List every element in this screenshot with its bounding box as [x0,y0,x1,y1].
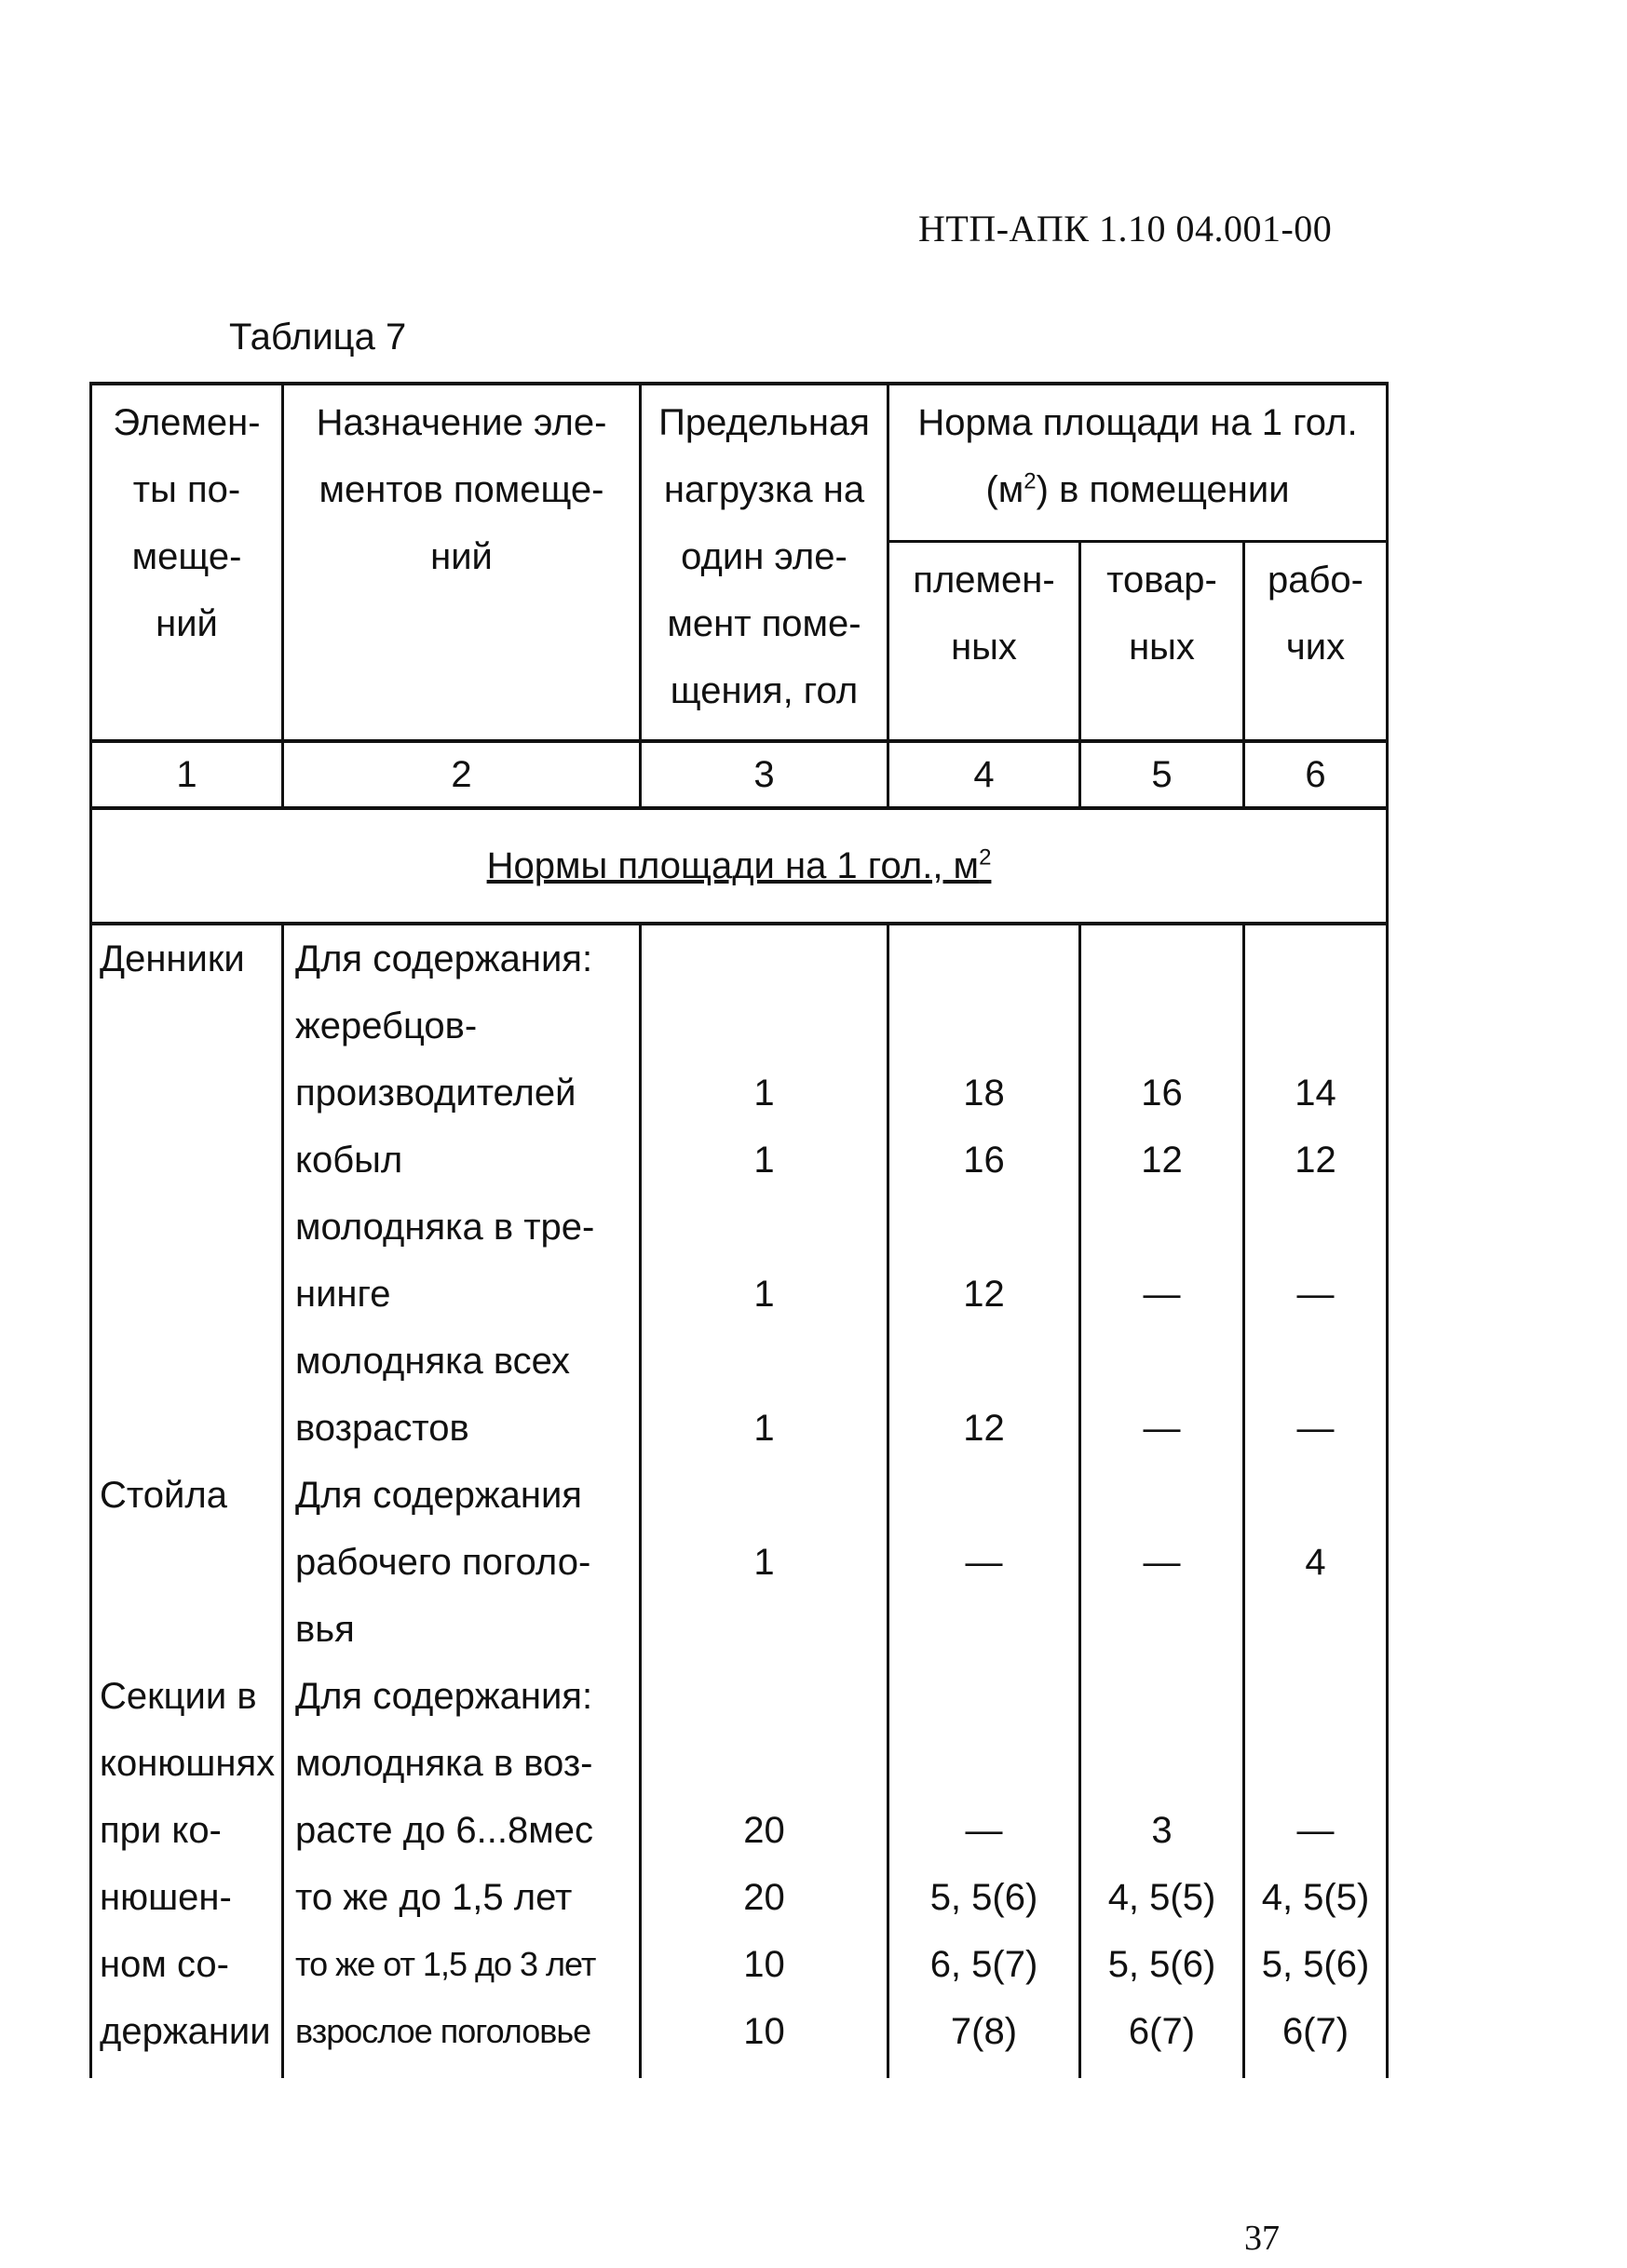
table-row [91,1730,1388,1797]
table-body [91,924,1388,2078]
table-cell-col1: ном со- [91,1931,283,1998]
table-cell-col6: — [1244,1395,1388,1462]
spacer-cell [1080,2065,1244,2078]
table-cell-col3 [641,1328,888,1395]
table-cell-col1 [91,1395,283,1462]
table-cell-col2: Для содержания [283,1462,641,1529]
table-cell-col6 [1244,1194,1388,1261]
table-cell-col4: 18 [888,1060,1080,1127]
column-number: 4 [888,741,1080,808]
table-cell-col5 [1080,1328,1244,1395]
table-cell-col1 [91,1194,283,1261]
header-col5-text [1081,543,1242,684]
table-cell-col4: 5, 5(6) [888,1864,1080,1931]
table-cell-col2: расте до 6...8мес [283,1797,641,1864]
table-cell-col1 [91,1060,283,1127]
column-number-row [91,741,1388,808]
table-cell-col5: 5, 5(6) [1080,1931,1244,1998]
column-number: 1 [91,741,283,808]
table-row [91,1194,1388,1261]
table-cell-col6: 5, 5(6) [1244,1931,1388,1998]
table-cell-col2: то же до 1,5 лет [283,1864,641,1931]
table-cell-col1: Секции в [91,1663,283,1730]
table-cell-col4: 12 [888,1395,1080,1462]
header-group-line2-sup: 2 [1024,468,1037,494]
table-cell-col3: 10 [641,1931,888,1998]
header-line: ты по- [132,469,241,510]
spacer-cell [641,2065,888,2078]
table-cell-col4 [888,1194,1080,1261]
header-line: мент поме- [667,603,861,644]
table-cell-col3 [641,1462,888,1529]
header-line: Назначение эле- [316,402,607,443]
table-cell-col3 [641,1596,888,1663]
header-group [888,384,1388,542]
table-cell-col1 [91,1328,283,1395]
header-line: ний [430,536,493,577]
header-line: щения, гол [670,670,859,711]
table-cell-col2: возрастов [283,1395,641,1462]
document-code: НТП-АПК 1.10 04.001-00 [918,208,1333,250]
header-line: ментов помеще- [319,469,604,510]
header-line: рабо- [1268,560,1363,601]
table-cell-col5: 6(7) [1080,1998,1244,2065]
table-cell-col5: — [1080,1261,1244,1328]
header-line: Предельная [658,402,870,443]
table-cell-col3: 20 [641,1864,888,1931]
header-col4-text [889,543,1078,684]
table-cell-col5: 4, 5(5) [1080,1864,1244,1931]
column-number: 5 [1080,741,1244,808]
header-line: ний [156,603,218,644]
table-cell-col3 [641,1730,888,1797]
header-col5 [1080,542,1244,741]
table-cell-col6: — [1244,1797,1388,1864]
table-cell-col5 [1080,1663,1244,1730]
table-cell-col2: молодняка в воз- [283,1730,641,1797]
table-cell-col2: взрослое поголовье [283,1998,641,2065]
table-cell-col6: 4 [1244,1529,1388,1596]
table-row [91,1529,1388,1596]
table-row [91,1931,1388,1998]
table-cell-col3: 1 [641,1529,888,1596]
table-cell-col1: Стойла [91,1462,283,1529]
table-cell-col4 [888,1663,1080,1730]
table-cell-col4 [888,1328,1080,1395]
table-cell-col3: 20 [641,1797,888,1864]
section-cell [91,808,1388,924]
table-cell-col3 [641,924,888,992]
header-line: чих [1285,627,1346,668]
norms-table-container [89,382,1386,2093]
table-cell-col1 [91,1596,283,1663]
table-cell-col6: 14 [1244,1060,1388,1127]
table-cell-col4: — [888,1529,1080,1596]
section-title [487,845,992,886]
page-number: 37 [1244,2219,1280,2258]
header-group-line2-pre: (м [985,469,1024,510]
table-cell-col6 [1244,1328,1388,1395]
table-cell-col2: рабочего поголо- [283,1529,641,1596]
table-cell-col6 [1244,1663,1388,1730]
table-cell-col6 [1244,924,1388,992]
table-cell-col5 [1080,924,1244,992]
table-cell-col3 [641,992,888,1060]
table-cell-col2: кобыл [283,1127,641,1194]
table-cell-col5: — [1080,1529,1244,1596]
table-cell-col2: жеребцов- [283,992,641,1060]
table-row [91,1127,1388,1194]
table-cell-col4: 6, 5(7) [888,1931,1080,1998]
header-col3 [641,384,888,741]
table-cell-col3 [641,1194,888,1261]
table-cell-col4 [888,1462,1080,1529]
spacer-cell [91,2065,283,2078]
header-group-line1: Норма площади на 1 гол. [917,402,1358,443]
norms-table [89,382,1389,2078]
table-cell-col2: молодняка всех [283,1328,641,1395]
table-cell-col6: — [1244,1261,1388,1328]
header-group-line2-post: ) в помещении [1036,469,1290,510]
table-cell-col4: 7(8) [888,1998,1080,2065]
table-cell-col2: производителей [283,1060,641,1127]
table-cell-col5 [1080,1596,1244,1663]
section-title-text: Нормы площади на 1 гол., м [486,845,980,886]
table-caption: Таблица 7 [229,317,407,358]
header-col2-text [284,385,639,594]
spacer-cell [1244,2065,1388,2078]
table-bottom-spacer [91,2065,1388,2078]
table-cell-col4: 12 [888,1261,1080,1328]
table-cell-col1 [91,992,283,1060]
header-line: Элемен- [113,402,261,443]
table-cell-col5: 12 [1080,1127,1244,1194]
table-row [91,1261,1388,1328]
header-col3-text [642,385,887,728]
table-cell-col1 [91,1261,283,1328]
header-col2 [283,384,641,741]
header-line: племен- [913,560,1055,601]
table-cell-col4 [888,924,1080,992]
table-cell-col2: Для содержания: [283,1663,641,1730]
spacer-cell [283,2065,641,2078]
table-row [91,1663,1388,1730]
header-col1-text [92,385,281,661]
table-cell-col1: Денники [91,924,283,992]
table-row [91,1060,1388,1127]
table-cell-col6 [1244,992,1388,1060]
column-number: 3 [641,741,888,808]
table-cell-col5 [1080,1730,1244,1797]
table-cell-col1 [91,1127,283,1194]
table-cell-col4 [888,992,1080,1060]
table-row [91,1462,1388,1529]
table-cell-col5 [1080,992,1244,1060]
table-cell-col3: 1 [641,1060,888,1127]
table-cell-col4: 16 [888,1127,1080,1194]
section-row [91,808,1388,924]
table-row [91,1328,1388,1395]
table-row [91,924,1388,992]
table-cell-col1: нюшен- [91,1864,283,1931]
spacer-cell [888,2065,1080,2078]
table-cell-col3: 1 [641,1261,888,1328]
header-line: ных [1129,627,1195,668]
table-cell-col4 [888,1730,1080,1797]
table-cell-col2: молодняка в тре- [283,1194,641,1261]
table-cell-col5: 3 [1080,1797,1244,1864]
table-cell-col3 [641,1663,888,1730]
table-row [91,1596,1388,1663]
table-cell-col3: 1 [641,1395,888,1462]
table-cell-col2: Для содержания: [283,924,641,992]
table-cell-col2: вья [283,1596,641,1663]
section-title-sup: 2 [979,844,992,871]
table-cell-col6: 4, 5(5) [1244,1864,1388,1931]
header-col6 [1244,542,1388,741]
table-row [91,1797,1388,1864]
column-number: 2 [283,741,641,808]
table-row [91,1998,1388,2065]
table-row [91,1395,1388,1462]
table-cell-col6: 12 [1244,1127,1388,1194]
table-cell-col1: при ко- [91,1797,283,1864]
table-cell-col3: 10 [641,1998,888,2065]
table-cell-col4 [888,1596,1080,1663]
table-cell-col6: 6(7) [1244,1998,1388,2065]
table-cell-col4: — [888,1797,1080,1864]
table-cell-col1 [91,1529,283,1596]
header-col6-text [1245,543,1386,684]
column-number: 6 [1244,741,1388,808]
table-cell-col3: 1 [641,1127,888,1194]
header-row-top [91,384,1388,542]
table-cell-col1: держании [91,1998,283,2065]
header-line: товар- [1106,560,1217,601]
table-cell-col2: нинге [283,1261,641,1328]
table-cell-col6 [1244,1596,1388,1663]
table-cell-col5: — [1080,1395,1244,1462]
table-cell-col5 [1080,1462,1244,1529]
header-col1 [91,384,283,741]
table-cell-col5 [1080,1194,1244,1261]
header-line: нагрузка на [663,469,865,510]
table-cell-col1: конюшнях [91,1730,283,1797]
table-row [91,1864,1388,1931]
header-col4 [888,542,1080,741]
table-row [91,992,1388,1060]
table-cell-col6 [1244,1462,1388,1529]
header-group-text [889,385,1386,527]
header-line: один эле- [681,536,847,577]
header-line: ных [951,627,1017,668]
table-cell-col6 [1244,1730,1388,1797]
table-cell-col2: то же от 1,5 до 3 лет [283,1931,641,1998]
header-line: меще- [131,536,242,577]
table-cell-col5: 16 [1080,1060,1244,1127]
